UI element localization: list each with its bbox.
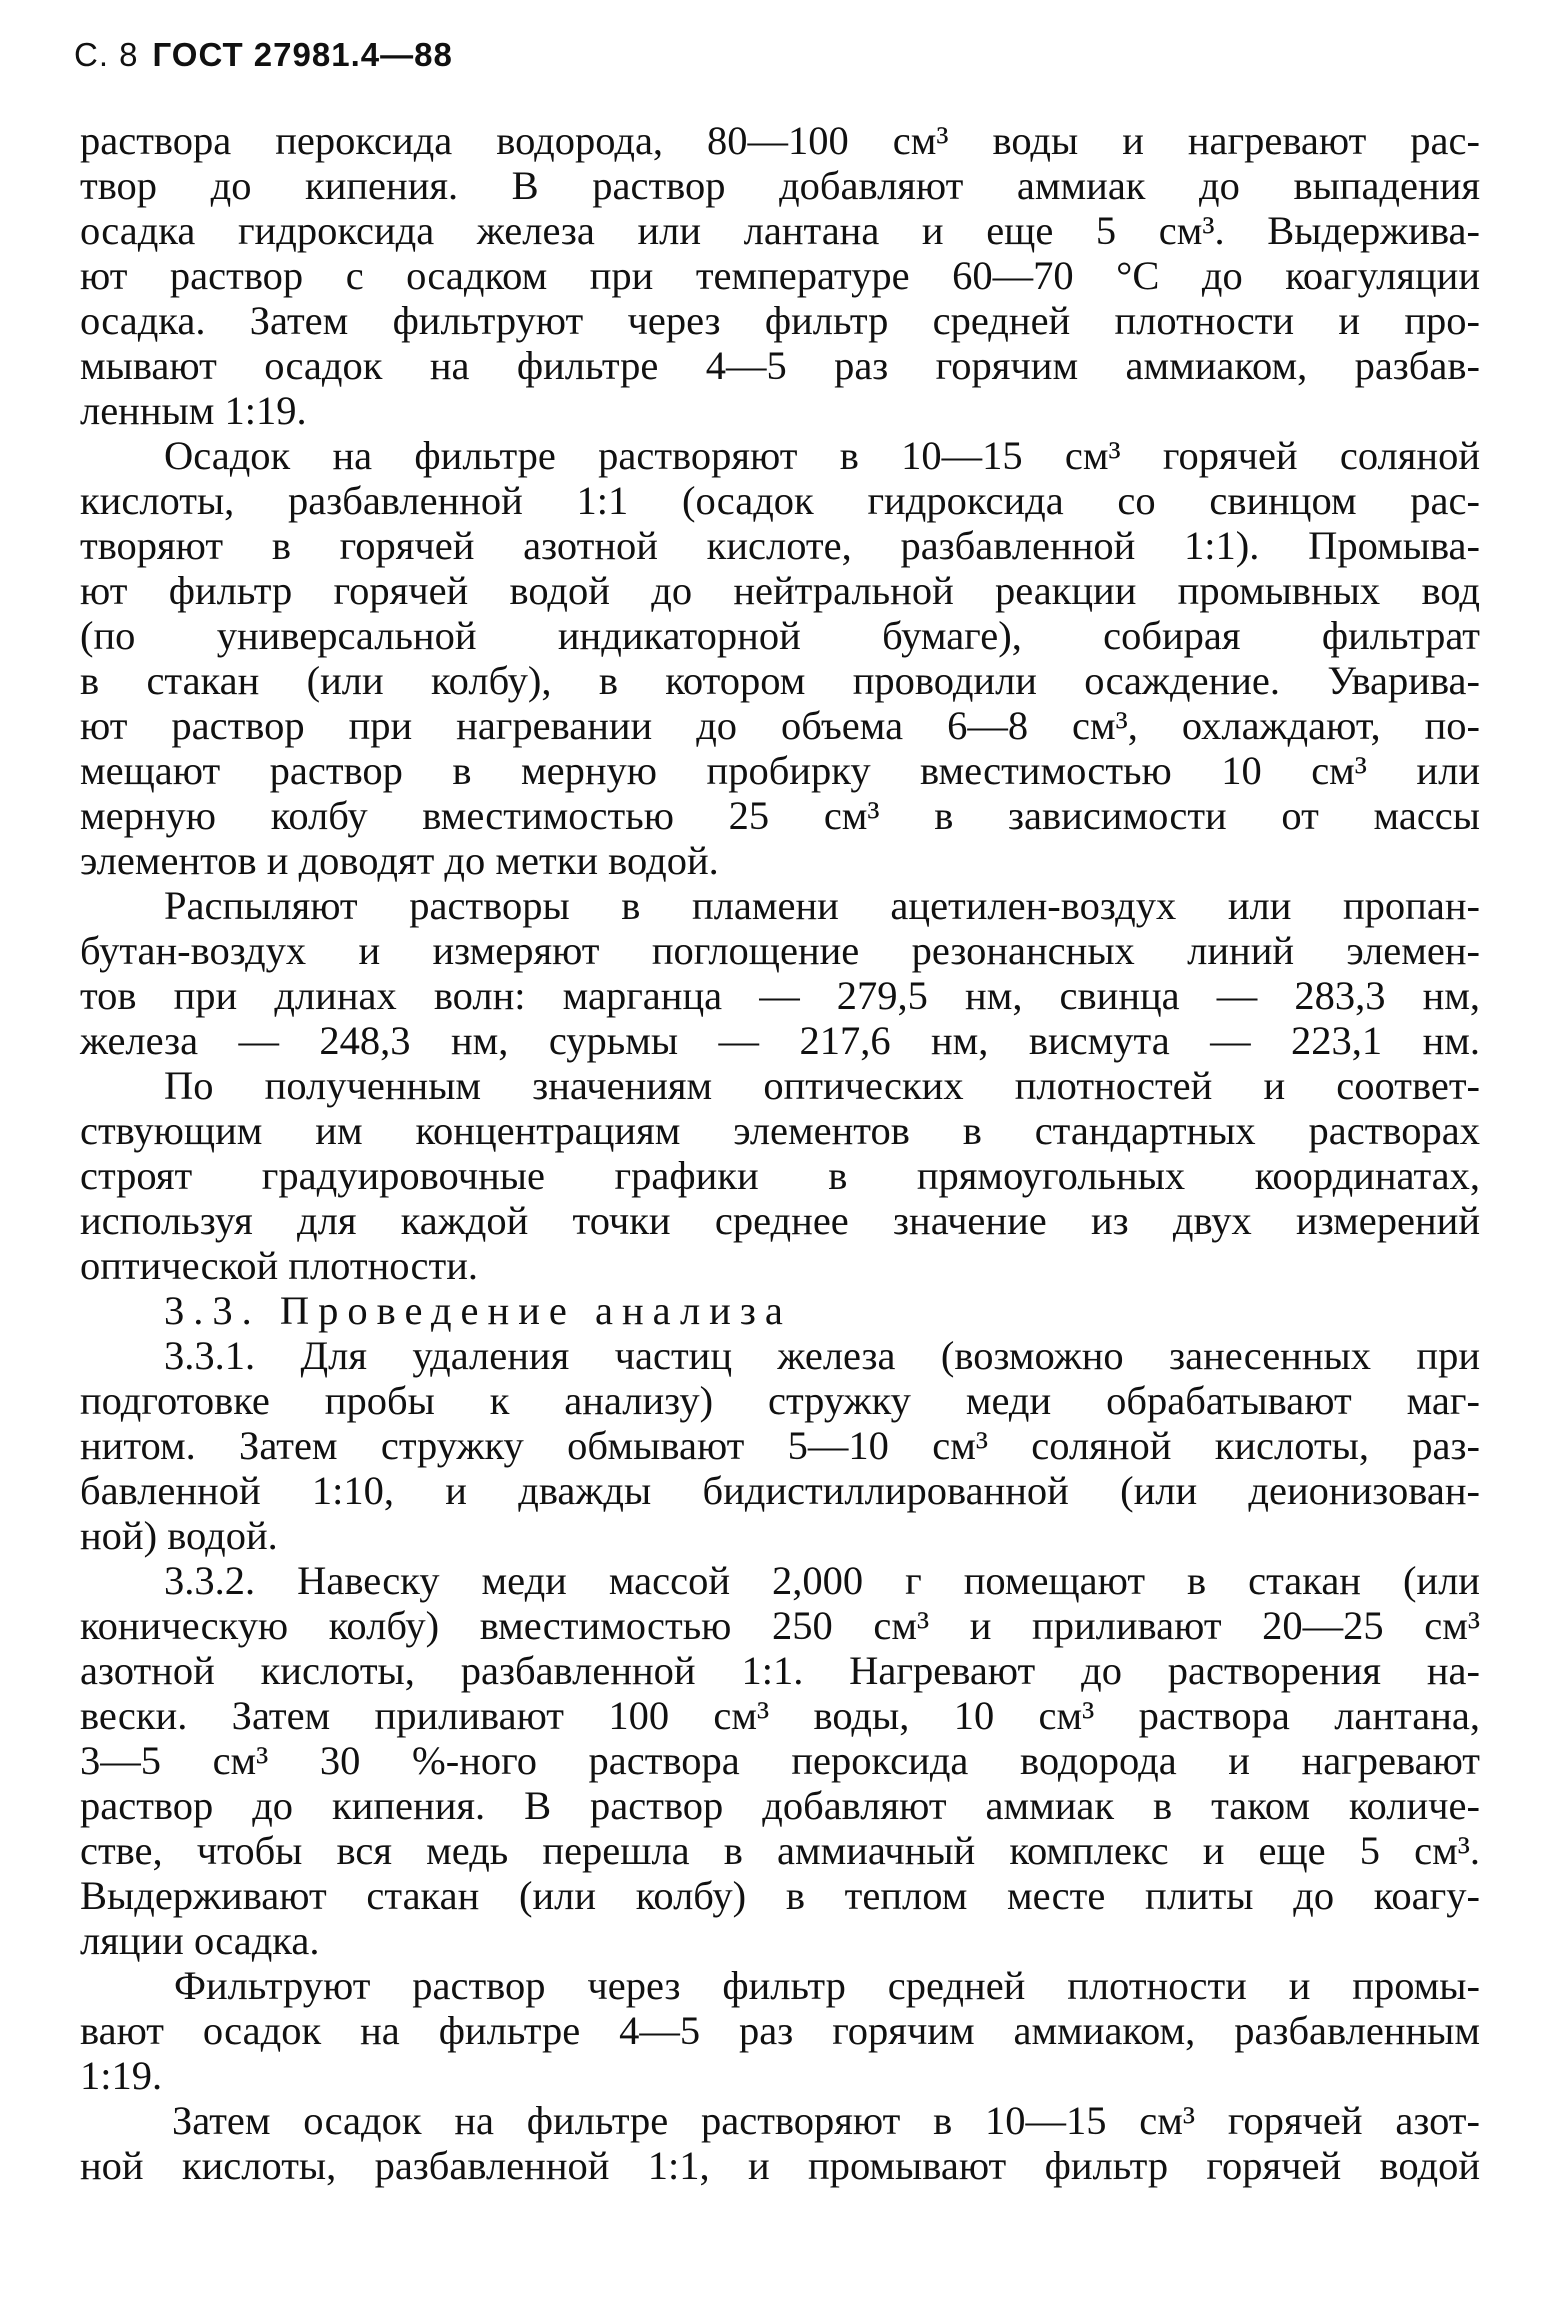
text-line: нитом. Затем стружку обмывают 5—10 см³ соляной кислоты, раз- — [80, 1423, 1480, 1468]
text-line: Затем осадок на фильтре растворяют в 10—15 см³ горячей азот- — [172, 2098, 1480, 2143]
text-line: Распыляют растворы в пламени ацетилен-воздух или пропан- — [164, 883, 1480, 928]
text-line: стве, чтобы вся медь перешла в аммиачный комплекс и еще 5 см³. — [80, 1828, 1480, 1873]
text-line: кислоты, разбавленной 1:1 (осадок гидроксида со свинцом рас- — [80, 478, 1480, 523]
text-line: подготовке пробы к анализу) стружку меди обрабатывают маг- — [80, 1378, 1480, 1423]
text-line: 3.3.2. Навеску меди массой 2,000 г помещают в стакан (или — [164, 1558, 1480, 1603]
text-line: Фильтруют раствор через фильтр средней плотности и промы- — [174, 1963, 1480, 2008]
text-line: строят градуировочные графики в прямоугольных координатах, — [80, 1153, 1480, 1198]
text-line: осадка. Затем фильтруют через фильтр средней плотности и про- — [80, 298, 1480, 343]
text-line: железа — 248,3 нм, сурьмы — 217,6 нм, висмута — 223,1 нм. — [80, 1018, 1480, 1063]
text-line: твор до кипения. В раствор добавляют аммиак до выпадения — [80, 163, 1480, 208]
text-line: ствующим им концентрациям элементов в стандартных растворах — [80, 1108, 1480, 1153]
text-line: в стакан (или колбу), в котором проводили осаждение. Уварива- — [80, 658, 1480, 703]
text-line: ют раствор при нагревании до объема 6—8 см³, охлаждают, по- — [80, 703, 1480, 748]
text-line: 3.3. Проведение анализа — [164, 1288, 792, 1333]
text-line: 3—5 см³ 30 %-ного раствора пероксида водорода и нагревают — [80, 1738, 1480, 1783]
text-line: раствора пероксида водорода, 80—100 см³ воды и нагревают рас- — [80, 118, 1480, 163]
text-line: мерную колбу вместимостью 25 см³ в зависимости от массы — [80, 793, 1480, 838]
text-line: По полученным значениям оптических плотностей и соответ- — [164, 1063, 1480, 1108]
text-line: осадка гидроксида железа или лантана и еще 5 см³. Выдержива- — [80, 208, 1480, 253]
text-line: тов при длинах волн: марганца — 279,5 нм, свинца — 283,3 нм, — [80, 973, 1480, 1018]
text-line: бавленной 1:10, и дважды бидистиллированной (или деионизован- — [80, 1468, 1480, 1513]
text-line: мывают осадок на фильтре 4—5 раз горячим аммиаком, разбав- — [80, 343, 1480, 388]
text-line: оптической плотности. — [80, 1243, 478, 1288]
text-line: азотной кислоты, разбавленной 1:1. Нагревают до растворения на- — [80, 1648, 1480, 1693]
text-line: ют раствор с осадком при температуре 60—70 °С до коагуляции — [80, 253, 1480, 298]
page-number: С. 8 — [74, 36, 139, 73]
page-header — [74, 36, 453, 74]
text-line: коническую колбу) вместимостью 250 см³ и приливают 20—25 см³ — [80, 1603, 1480, 1648]
text-line: используя для каждой точки среднее значение из двух измерений — [80, 1198, 1480, 1243]
text-line: ной кислоты, разбавленной 1:1, и промывают фильтр горячей водой — [80, 2143, 1480, 2188]
document-body — [80, 118, 1480, 2188]
text-line: творяют в горячей азотной кислоте, разбавленной 1:1). Промыва- — [80, 523, 1480, 568]
text-line: бутан-воздух и измеряют поглощение резонансных линий элемен- — [80, 928, 1480, 973]
text-line: (по универсальной индикаторной бумаге), собирая фильтрат — [80, 613, 1480, 658]
text-line: элементов и доводят до метки водой. — [80, 838, 719, 883]
text-line: ленным 1:19. — [80, 388, 307, 433]
text-line: ют фильтр горячей водой до нейтральной реакции промывных вод — [80, 568, 1480, 613]
text-line: Осадок на фильтре растворяют в 10—15 см³ горячей соляной — [164, 433, 1480, 478]
text-line: раствор до кипения. В раствор добавляют аммиак в таком количе- — [80, 1783, 1480, 1828]
text-line: вают осадок на фильтре 4—5 раз горячим аммиаком, разбавленным — [80, 2008, 1480, 2053]
text-line: Выдерживают стакан (или колбу) в теплом месте плиты до коагу- — [80, 1873, 1480, 1918]
text-line: 3.3.1. Для удаления частиц железа (возможно занесенных при — [164, 1333, 1480, 1378]
text-line: ляции осадка. — [80, 1918, 320, 1963]
standard-title: ГОСТ 27981.4—88 — [152, 36, 453, 73]
text-line: 1:19. — [80, 2053, 163, 2098]
text-line: вески. Затем приливают 100 см³ воды, 10 см³ раствора лантана, — [80, 1693, 1480, 1738]
text-line: ной) водой. — [80, 1513, 278, 1558]
text-line: мещают раствор в мерную пробирку вместимостью 10 см³ или — [80, 748, 1480, 793]
